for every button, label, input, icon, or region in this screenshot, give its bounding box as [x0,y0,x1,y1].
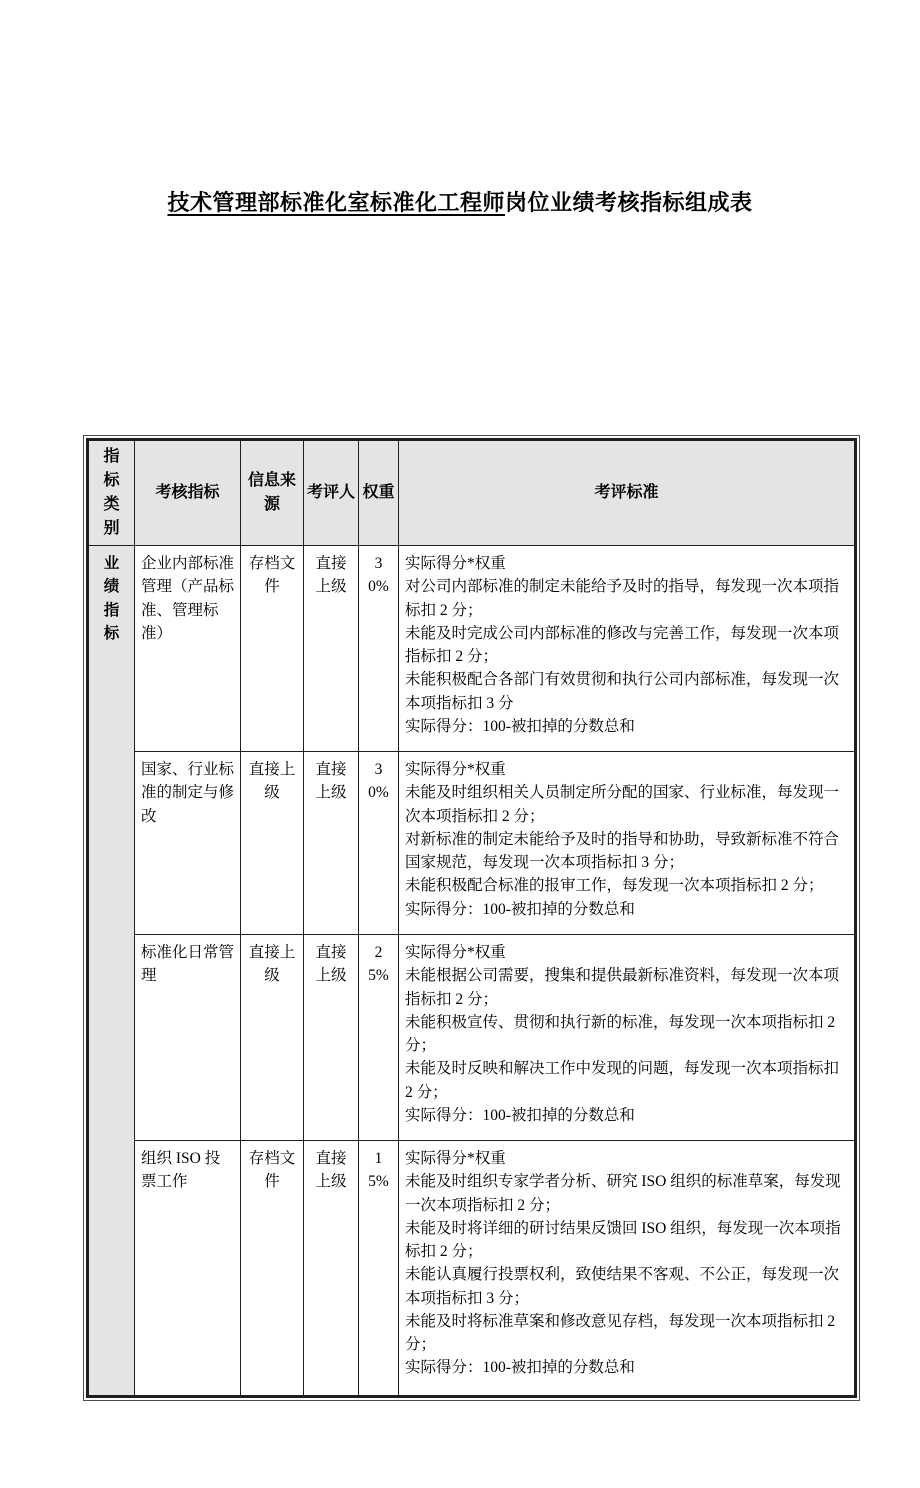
row1-weight-value: 30% [368,555,389,596]
row4-source-cell: 存档文件 [241,1141,304,1397]
row2-indicator-cell: 国家、行业标准的制定与修改 [135,752,241,935]
page-title-underlined: 技术管理部标准化室标准化工程师 [167,190,505,215]
row2-criteria-cell: 实际得分*权重 未能及时组织相关人员制定所分配的国家、行业标准，每发现一次本项指标扣 2 分； 对新标准的制定未能给予及时的指导和协助，导致新标准不符合国家规范，每发现一次本项指标扣 3 分； 未能积极配合标准的报审工作，每发现一次本项指标扣 2 分； 实际得分：100-被扣掉的分数总和 [399,752,856,935]
kpi-table-wrapper [83,435,860,1401]
header-source-label: 信息来源 [247,472,296,513]
row2-weight-cell [359,752,399,935]
header-cell-source [241,440,304,546]
row3-weight-value: 25% [368,944,389,985]
row1-assessor-cell: 直接上级 [304,546,359,752]
header-weight-label: 权重 [362,484,395,501]
row1-indicator-cell: 企业内部标准管理（产品标准、管理标准） [135,546,241,752]
row1-source-cell: 存档文件 [241,546,304,752]
row3-indicator-cell: 标准化日常管理 [135,935,241,1141]
row3-source-cell: 直接上级 [241,935,304,1141]
row2-source-cell: 直接上级 [241,752,304,935]
kpi-table [86,438,857,1398]
row3-criteria-cell: 实际得分*权重 未能根据公司需要，搜集和提供最新标准资料，每发现一次本项指标扣 2 分； 未能积极宣传、贯彻和执行新的标准，每发现一次本项指标扣 2 分； 未能及时反映和解决工作中发现的问题，每发现一次本项指标扣 2 分； 实际得分：100-被扣掉的分数总和 [399,935,856,1141]
table-row [88,935,856,1141]
table-row [88,1141,856,1397]
row1-weight-cell [359,546,399,752]
page-title-rest: 岗位业绩考核指标组成表 [505,190,753,215]
row4-weight-value: 15% [368,1150,389,1191]
row4-criteria-cell: 实际得分*权重 未能及时组织专家学者分析、研究 ISO 组织的标准草案，每发现一次本项指标扣 2 分； 未能及时将详细的研讨结果反馈回 ISO 组织，每发现一次本项指标扣 2 分； 未能认真履行投票权利，致使结果不客观、不公正，每发现一次本项指标扣 3 分； 未能及时将标准草案和修改意见存档，每发现一次本项指标扣 2 分； 实际得分：100-被扣掉的分数总和 [399,1141,856,1397]
row4-indicator-cell: 组织 ISO 投票工作 [135,1141,241,1397]
header-cell-indicator [135,440,241,546]
row3-assessor-cell: 直接上级 [304,935,359,1141]
header-cell-criteria [399,440,856,546]
header-indicator-label: 考核指标 [155,484,220,501]
row4-weight-cell [359,1141,399,1397]
row2-weight-value: 30% [368,761,389,802]
row3-weight-cell [359,935,399,1141]
table-header-row [88,440,856,546]
table-row [88,546,856,752]
category-label: 业绩指标 [103,555,120,642]
header-cell-category [88,440,135,546]
row4-assessor-cell: 直接上级 [304,1141,359,1397]
header-cell-assessor [304,440,359,546]
header-assessor-label: 考评人 [306,484,355,501]
header-category-label: 指标类别 [103,448,120,537]
header-cell-weight [359,440,399,546]
row2-assessor-cell: 直接上级 [304,752,359,935]
page-title [0,186,920,217]
row1-criteria-cell: 实际得分*权重 对公司内部标准的制定未能给予及时的指导，每发现一次本项指标扣 2 分； 未能及时完成公司内部标准的修改与完善工作，每发现一次本项指标扣 2 分； 未能积极配合各部门有效贯彻和执行公司内部标准，每发现一次本项指标扣 3 分 实际得分：100-被扣掉的分数总和 [399,546,856,752]
category-cell [88,546,135,1397]
table-row [88,752,856,935]
header-criteria-label: 考评标准 [594,484,659,501]
